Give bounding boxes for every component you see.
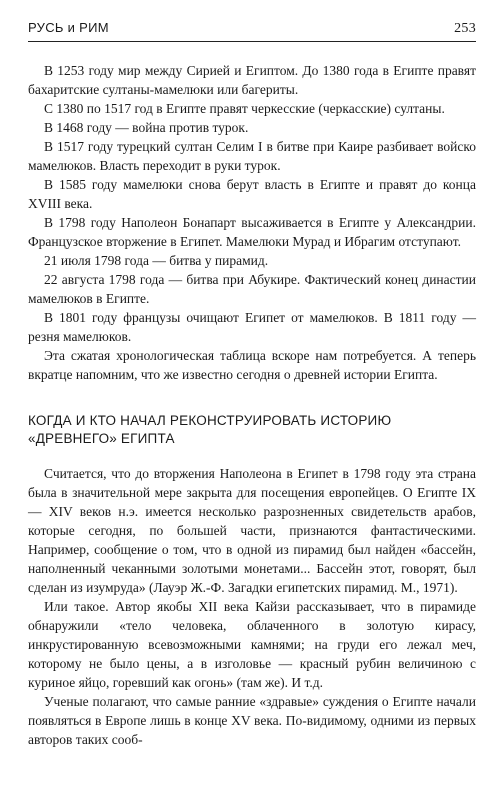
chronology-entry: В 1585 году мамелюки снова берут власть в Египте и правят до конца XVIII века. — [28, 177, 476, 211]
chronology-entry: В 1801 году французы очищают Египет от мамелюков. В 1811 году — резня мамелюков. — [28, 310, 476, 344]
chronology-list — [28, 61, 476, 384]
page-number: 253 — [454, 21, 476, 36]
chronology-entry: 21 июля 1798 года — битва у пирамид. — [44, 253, 269, 268]
section-heading — [28, 412, 476, 448]
section-body — [28, 464, 476, 749]
chronology-entry: В 1517 году турецкий султан Селим I в битве при Каире разбивает войско мамелюков. Власть переходит в руки турок. — [28, 139, 476, 173]
chronology-entry: В 1468 году — война против турок. — [44, 120, 249, 135]
body-paragraph: Ученые полагают, что самые ранние «здравые» суждения о Египте начали появляться в Европе лишь в конце XV века. По-видимому, одними из первых авторов таких сооб- — [28, 694, 476, 747]
chronology-entry: С 1380 по 1517 год в Египте правят черкесские (черкасские) султаны. — [44, 101, 445, 116]
chronology-entry: В 1253 году мир между Сирией и Египтом. До 1380 года в Египте правят бахаритские султаны-мамелюки или багериты. — [28, 63, 476, 97]
running-header — [28, 20, 476, 42]
body-paragraph: Считается, что до вторжения Наполеона в Египет в 1798 году эта страна была в значительной мере закрыта для посещения европейцев. О Египте IX — XIV веков н.э. имеется несколько разрозненных свидетельств арабов, которые сегодня, по большей части, признаются фантастическими. Например, сообщение о том, что в одной из пирамид был найден «бассейн, наполненный чеканными золотыми монетами... Бассейн этот, говорят, был сделан из изумруда» (Лауэр Ж.-Ф. Загадки египетских пирамид. М., 1971). — [28, 466, 476, 595]
book-page — [28, 20, 476, 749]
chronology-summary: Эта сжатая хронологическая таблица вскоре нам потребуется. А теперь вкратце напомним, что же известно сегодня о древней истории Египта. — [28, 348, 476, 382]
chronology-entry: В 1798 году Наполеон Бонапарт высаживается в Египте у Александрии. Французское вторжение в Египет. Мамелюки Мурад и Ибрагим отступают. — [28, 215, 476, 249]
section-heading-line: «ДРЕВНЕГО» ЕГИПТА — [28, 431, 175, 446]
body-paragraph: Или такое. Автор якобы XII века Кайзи рассказывает, что в пирамиде обнаружили «тело человека, облаченного в золотую кирасу, инкрустированную всевозможными камнями; на груди его лежал меч, которому не было цены, а в изголовье — красный рубин величиною с куриное яйцо, горевший как огонь» (там же). И т.д. — [28, 599, 476, 690]
chronology-entry: 22 августа 1798 года — битва при Абукире. Фактический конец династии мамелюков в Египте. — [28, 272, 476, 306]
section-heading-line: КОГДА И КТО НАЧАЛ РЕКОНСТРУИРОВАТЬ ИСТОРИЮ — [28, 413, 392, 428]
running-title: РУСЬ и РИМ — [28, 20, 109, 35]
